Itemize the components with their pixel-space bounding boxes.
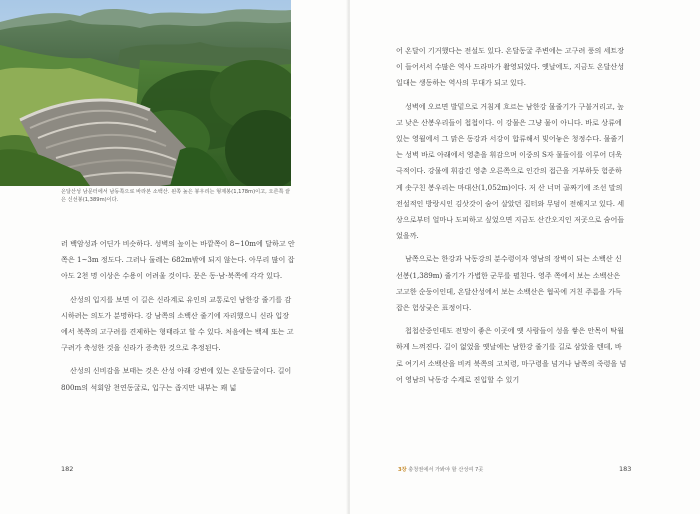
paragraph: 남쪽으로는 한강과 낙동강의 분수령이자 영남의 장벽이 되는 소백산 신선봉(1,389m) 줄기가 가볍한 군무를 펼친다. 영주 쪽에서 보는 소백산은 고고한 순둥이인데, 온달산성에서 보는 소백산은 협곡에 거친 주름을 가득 잡은 험상궂은 표정이다. bbox=[396, 254, 622, 313]
left-page bbox=[0, 0, 348, 514]
page-number-left: 182 bbox=[61, 465, 74, 473]
left-body-text bbox=[61, 236, 295, 396]
running-head bbox=[398, 466, 483, 473]
running-head-title: 충청권에서 가봐야 할 산성여 7곳 bbox=[408, 467, 484, 473]
paragraph: 성벽에 오르면 발밑으로 거침게 흐르는 남한강 물줄기가 구불거리고, 높고 낮은 산봉우리들이 첩첩이다. 이 강물은 그냥 물이 아니다. 바로 상류에 있는 영월에서 그 맑은 동강과 서강이 합류해서 빚어놓은 청정수다. 물줄기는 성벽 바로 아래에서 영춘을 휘감으며 이중의 S자 물돌이를 이루어 더욱 극적이다. 강물에 휘감긴 영춘 오른쪽으로 인간의 접근을 거부하듯 험준하게 솟구친 봉우리는 마대산(1,052m)이다. 저 산 너머 골짜기에 조선 말의 전설적인 방랑시인 김삿갓이 숨어 살았던 집터와 무덤이 전해지고 있다. 세상으로부터 얼마나 도피하고 싶었으면 지금도 산간오지인 저곳으로 숨어들었을까. bbox=[396, 101, 625, 241]
page-number-right: 183 bbox=[619, 465, 632, 473]
paragraph: 러 백암성과 어딘가 비슷하다. 성벽의 높이는 바깥쪽이 8~10m에 달하고 안쪽은 1~3m 정도다. 그러나 둘레는 682m밖에 되지 않는다. 아무리 많이 잡아도 2천 명 이상은 수용이 어려울 것이다. 문은 동·남·북쪽에 각각 있다. bbox=[61, 239, 295, 281]
paragraph: 어 온달이 기거했다는 전설도 있다. 온달동굴 주변에는 고구려 풍의 세트장이 들어서서 수많은 역사 드라마가 촬영되었다. 옛날에도, 지금도 온달산성 일대는 생동하는 역사의 무대가 되고 있다. bbox=[396, 46, 625, 88]
landscape-photo bbox=[0, 0, 291, 186]
running-head-chapter: 3장 bbox=[398, 467, 407, 473]
right-body-text bbox=[396, 43, 628, 388]
photo-caption: 온달산성 남문터에서 남동쪽으로 바라본 소백산. 왼쪽 높은 봉우리는 형제봉(1,178m)이고, 오른쪽 끝은 신선봉(1,389m)이다. bbox=[61, 189, 291, 203]
paragraph: 산성의 입지를 보면 이 길은 신라계로 유인의 교통로인 남한강 줄기를 감시하려는 의도가 분명하다. 강 남쪽의 소백산 줄기에 자리했으니 신라 입장에서 북쪽의 고구려를 견제하는 형태라고 할 수 있다. 처음에는 백제 또는 고구려가 축성한 것을 신라가 증축한 것으로 추정된다. bbox=[61, 294, 294, 353]
paragraph: 산성의 신비감을 보태는 것은 산성 아래 강변에 있는 온달동굴이다. 길이 800m의 석회암 천연동굴로, 입구는 좁지만 내부는 꽤 넓 bbox=[61, 366, 292, 392]
paragraph: 첩첩산중인데도 전망이 좋은 이곳에 옛 사람들이 성을 쌓은 안목이 탁월하게 느껴진다. 길이 없었을 옛날에는 남한강 줄기를 길로 삼았을 텐데, 바로 여기서 소백산을 비켜 북쪽의 고치령, 마구령을 넘거나 남쪽의 죽령을 넘어 영남의 낙동강 수계로 진입할 수 있기 bbox=[396, 326, 627, 384]
